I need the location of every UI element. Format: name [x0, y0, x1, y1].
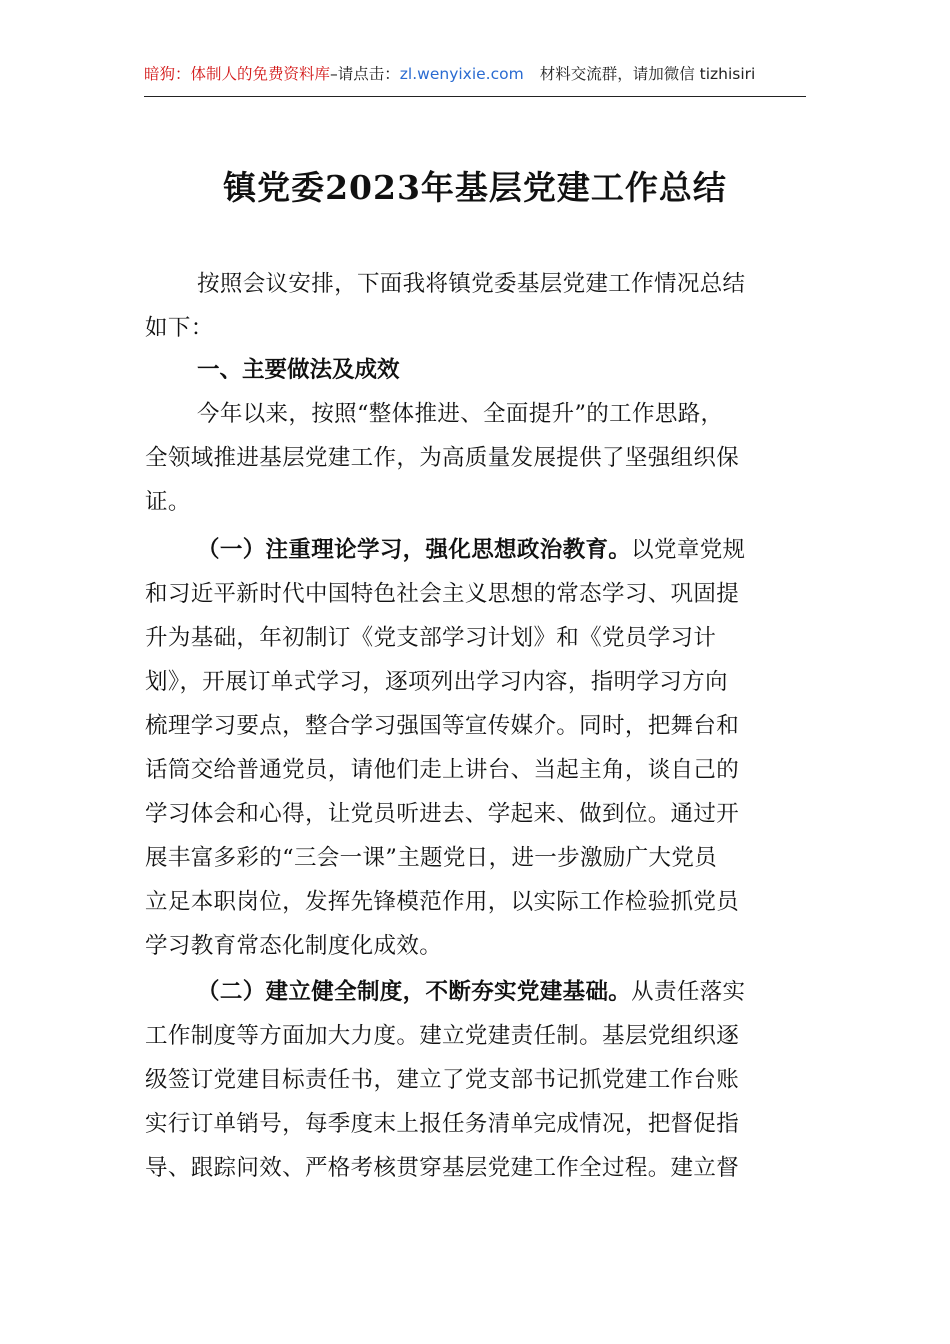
paragraph-line: 学习教育常态化制度化成效。	[145, 933, 443, 959]
paragraph-line: 按照会议安排，下面我将镇党委基层党建工作情况总结	[197, 271, 746, 297]
paragraph-line: 梳理学习要点，整合学习强国等宣传媒介。同时，把舞台和	[145, 713, 740, 739]
intro-paragraph	[145, 262, 807, 350]
item2-first-rest: 从责任落实	[631, 979, 746, 1005]
header-contact: 材料交流群，请加微信 tizhisiri	[539, 65, 756, 83]
paragraph-line: 展丰富多彩的“三会一课”主题党日，进一步激励广大党员	[145, 845, 718, 871]
section-lead-paragraph	[145, 392, 807, 524]
paragraph-line: 和习近平新时代中国特色社会主义思想的常态学习、巩固提	[145, 581, 740, 607]
item1-paragraph	[145, 528, 807, 968]
item2-paragraph	[145, 970, 807, 1190]
paragraph-first-line	[145, 528, 807, 572]
paragraph-line: 话筒交给普通党员，请他们走上讲台、当起主角，谈自己的	[145, 757, 740, 783]
paragraph-line: 立足本职岗位，发挥先锋模范作用，以实际工作检验抓党员	[145, 889, 740, 915]
paragraph-line: 工作制度等方面加大力度。建立党建责任制。基层党组织逐	[145, 1023, 740, 1049]
source-header	[144, 62, 806, 97]
item2-bold-heading: （二）建立健全制度，不断夯实党建基础。	[197, 979, 632, 1005]
paragraph-line: 全领域推进基层党建工作，为高质量发展提供了坚强组织保	[145, 445, 740, 471]
paragraph-line: 学习体会和心得，让党员听进去、学起来、做到位。通过开	[145, 801, 740, 827]
document-title: 镇党委2023年基层党建工作总结	[223, 168, 727, 207]
paragraph-line: 如下：	[145, 315, 214, 341]
paragraph-first-line	[145, 970, 807, 1014]
paragraph-line: 今年以来，按照“整体推进、全面提升”的工作思路，	[197, 401, 724, 427]
header-prefix: 暗狗：体制人的免费资料库	[144, 65, 331, 83]
item1-bold-heading: （一）注重理论学习，强化思想政治教育。	[197, 537, 632, 563]
paragraph-line: 级签订党建目标责任书，建立了党支部书记抓党建工作台账	[145, 1067, 740, 1093]
paragraph-line: 证。	[145, 489, 191, 515]
item1-first-rest: 以党章党规	[631, 537, 746, 563]
paragraph-line: 实行订单销号，每季度末上报任务清单完成情况，把督促指	[145, 1111, 740, 1137]
paragraph-line: 导、跟踪问效、严格考核贯穿基层党建工作全过程。建立督	[145, 1155, 740, 1181]
header-dash: –请点击：	[330, 65, 400, 83]
paragraph-line: 升为基础，年初制订《党支部学习计划》和《党员学习计	[145, 625, 717, 651]
section-heading: 一、主要做法及成效	[197, 357, 400, 383]
header-url-link[interactable]: zl.wenyixie.com	[399, 65, 524, 83]
paragraph-line: 划》，开展订单式学习，逐项列出学习内容，指明学习方向	[145, 669, 728, 695]
